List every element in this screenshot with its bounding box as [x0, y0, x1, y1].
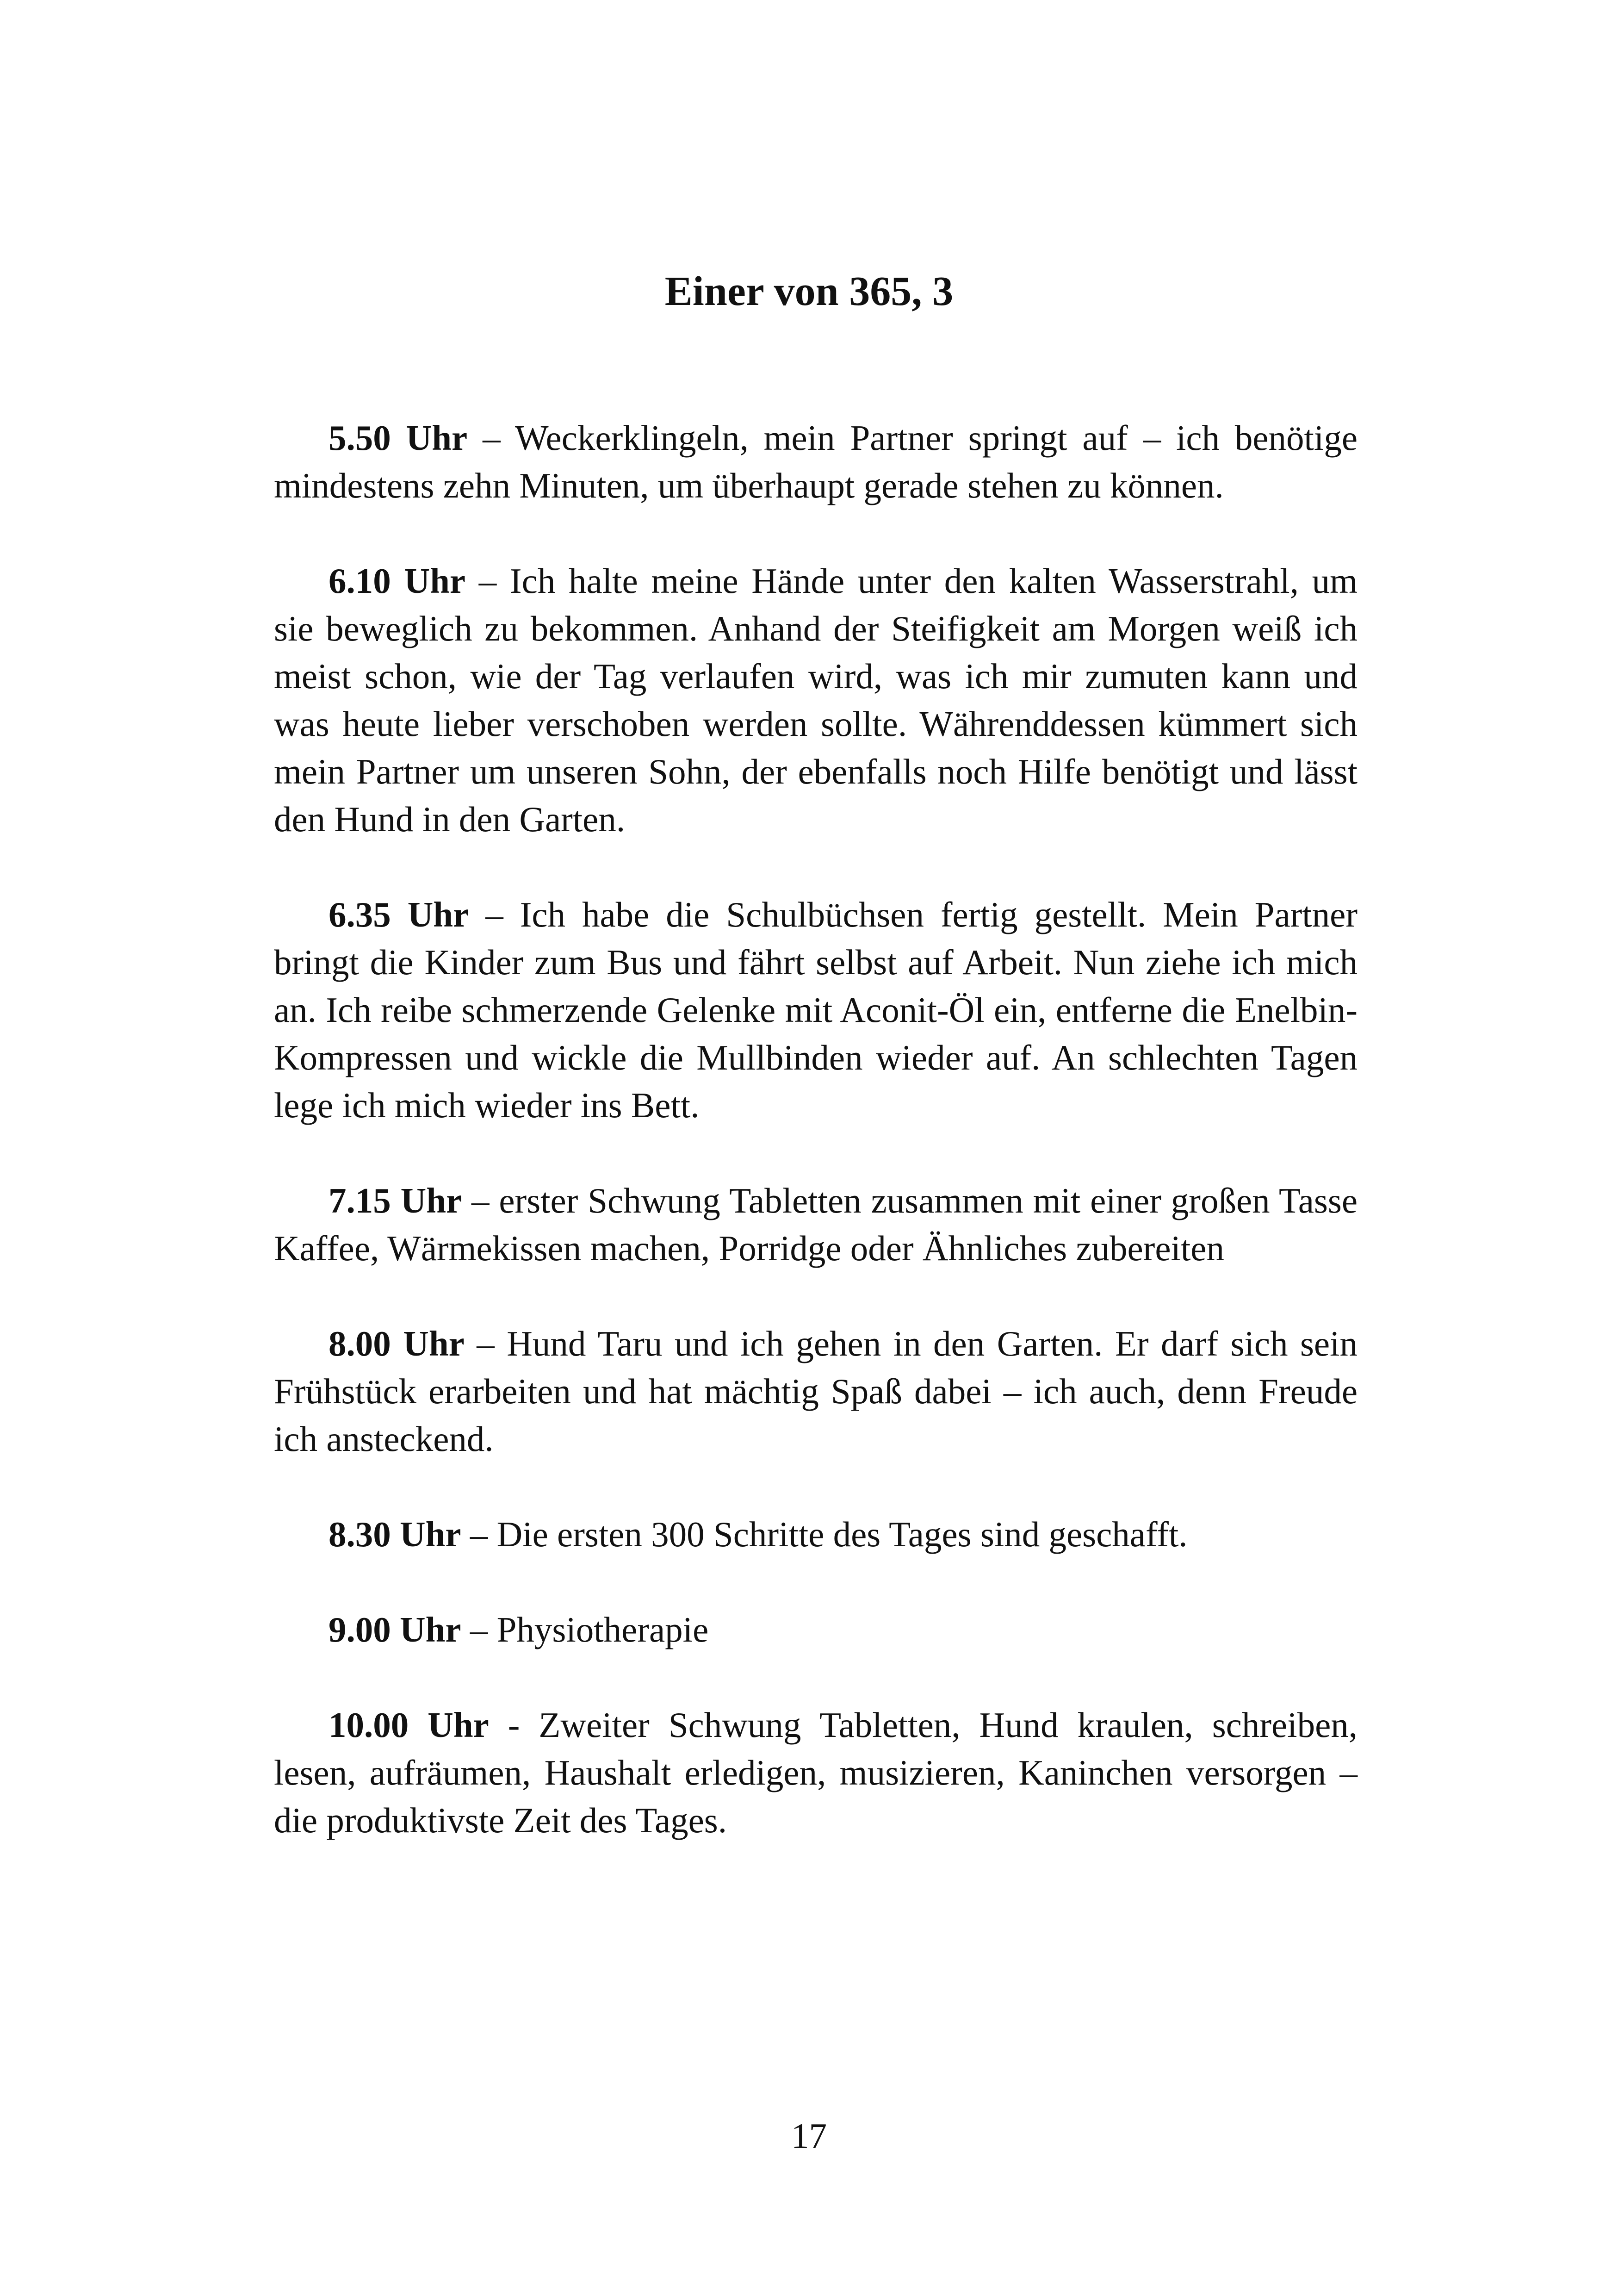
diary-entry: [274, 1320, 1358, 1463]
diary-entries: [274, 414, 1358, 1892]
entry-text: – Ich habe die Schulbüchsen fertig gestellt. Mein Partner bringt die Kinder zum Bus und fährt selbst auf Arbeit. Nun ziehe ich mich an. Ich reibe schmerzende Gelenke mit Aconit-Öl ein, entferne die Enelbin-Kompressen und wickle die Mullbinden wieder auf. An schlechten Tagen lege ich mich wieder ins Bett.: [274, 895, 1358, 1125]
entry-text: – Ich halte meine Hände unter den kalten Wasserstrahl, um sie beweglich zu bekommen. Anhand der Steifigkeit am Morgen weiß ich meist schon, wie der Tag verlaufen wird, was ich mir zumuten kann und was heute lieber verschoben werden sollte. Währenddessen kümmert sich mein Partner um unseren Sohn, der ebenfalls noch Hilfe benötigt und lässt den Hund in den Garten.: [274, 561, 1358, 839]
entry-text: – erster Schwung Tabletten zusammen mit einer großen Tasse Kaffee, Wärmekissen machen, Porridge oder Ähnliches zubereiten: [274, 1181, 1358, 1268]
diary-entry: [274, 891, 1358, 1129]
entry-time: 8.30 Uhr: [329, 1514, 461, 1554]
entry-time: 9.00 Uhr: [329, 1610, 461, 1649]
page-number: 17: [791, 2116, 827, 2156]
diary-entry: [274, 1701, 1358, 1844]
diary-entry: [274, 557, 1358, 843]
entry-text: – Physiotherapie: [461, 1610, 709, 1649]
diary-entry: [274, 1511, 1358, 1558]
page-title: Einer von 365, 3: [664, 268, 954, 314]
entry-time: 10.00 Uhr: [329, 1705, 489, 1745]
diary-entry: [274, 1606, 1358, 1654]
entry-text: – Die ersten 300 Schritte des Tages sind geschafft.: [461, 1514, 1188, 1554]
entry-text: – Weckerklingeln, mein Partner springt auf – ich benötige mindestens zehn Minuten, um überhaupt gerade stehen zu können.: [274, 418, 1358, 505]
entry-time: 6.35 Uhr: [329, 895, 469, 934]
entry-time: 8.00 Uhr: [329, 1324, 465, 1363]
entry-time: 5.50 Uhr: [329, 418, 468, 458]
diary-entry: [274, 1177, 1358, 1272]
entry-time: 6.10 Uhr: [329, 561, 466, 601]
entry-time: 7.15 Uhr: [329, 1181, 462, 1220]
diary-entry: [274, 414, 1358, 510]
entry-text: - Zweiter Schwung Tabletten, Hund kraulen, schreiben, lesen, aufräumen, Haushalt erledigen, musizieren, Kaninchen versorgen – die produktivste Zeit des Tages.: [274, 1705, 1358, 1840]
entry-text: – Hund Taru und ich gehen in den Garten. Er darf sich sein Frühstück erarbeiten und hat mächtig Spaß dabei – ich auch, denn Freude ich ansteckend.: [274, 1324, 1358, 1459]
